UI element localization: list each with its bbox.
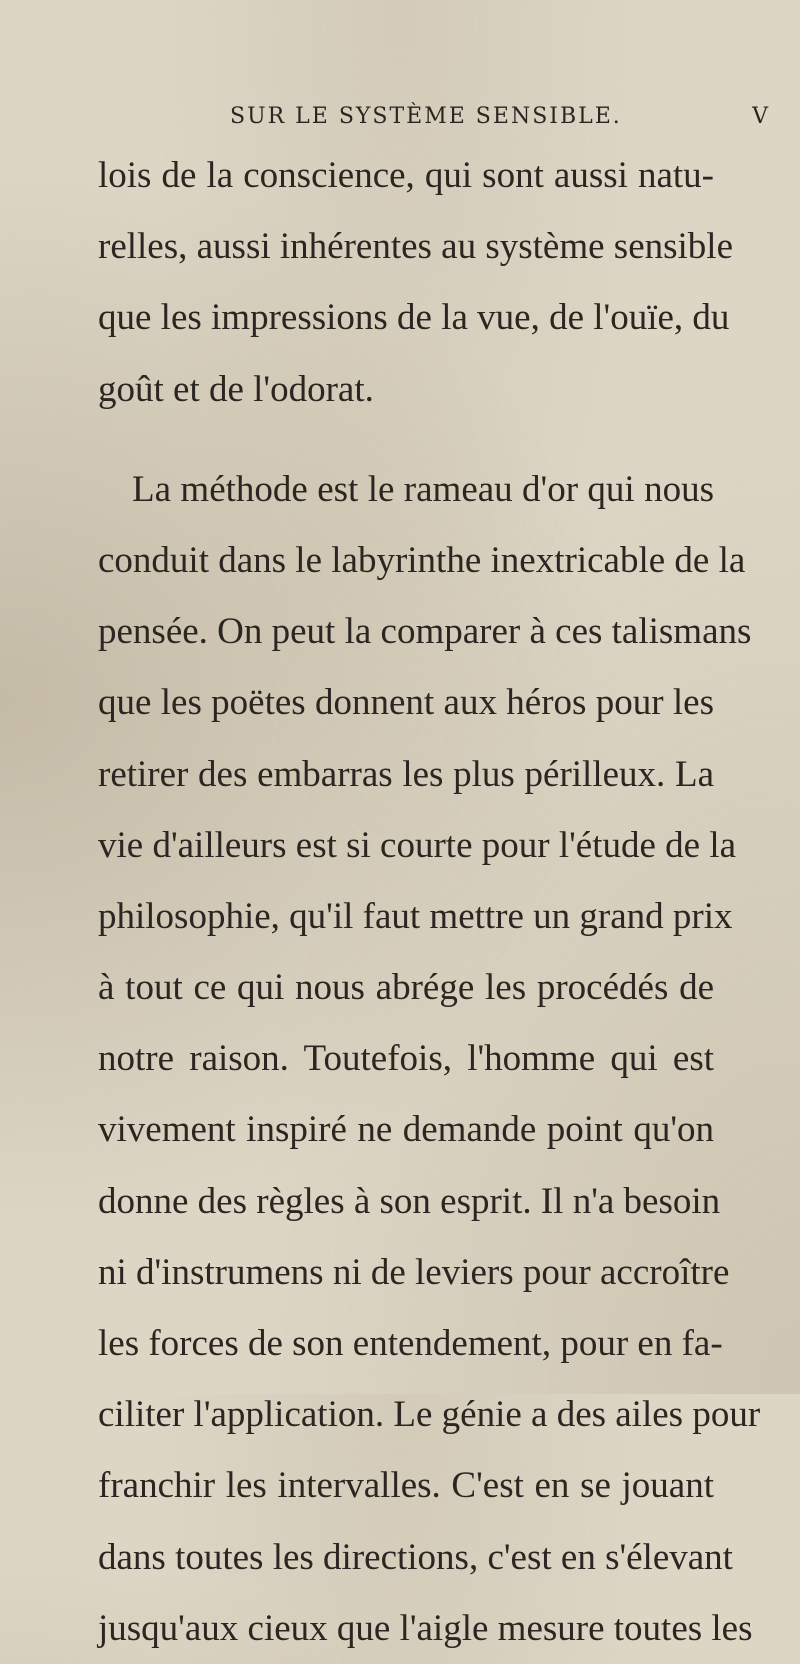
- text-line: vie d'ailleurs est si courte pour l'étude de la: [98, 824, 737, 866]
- text-line: goût et de l'odorat.: [98, 368, 374, 410]
- text-line: notre raison. Toutefois, l'homme qui est: [98, 1038, 714, 1080]
- paragraph: [98, 454, 761, 1664]
- text-line: vivement inspiré ne demande point qu'on: [98, 1109, 714, 1151]
- text-line: que les impressions de la vue, de l'ouïe, du: [98, 297, 730, 339]
- running-head: [230, 104, 770, 138]
- paragraph-gap: [98, 425, 714, 454]
- text-line: à tout ce qui nous abrége les procédés de: [98, 967, 714, 1009]
- text-line: lois de la conscience, qui sont aussi natu-: [98, 155, 714, 196]
- text-line: les forces de son entendement, pour en fa-: [98, 1323, 723, 1364]
- text-line: donne des règles à son esprit. Il n'a besoin: [98, 1180, 721, 1222]
- text-line: conduit dans le labyrinthe inextricable de la: [98, 539, 746, 581]
- text-line: pensée. On peut la comparer à ces talismans: [98, 611, 752, 653]
- text-line: ciliter l'application. Le génie a des ailes pour: [98, 1394, 761, 1436]
- text-line: franchir les intervalles. C'est en se jouant: [98, 1465, 714, 1507]
- text-line: que les poëtes donnent aux héros pour les: [98, 682, 714, 724]
- text-line: dans toutes les directions, c'est en s'élevant: [98, 1536, 733, 1578]
- text-line: ni d'instrumens ni de leviers pour accroître: [98, 1251, 730, 1293]
- text-line: La méthode est le rameau d'or qui nous: [132, 468, 714, 510]
- body-text: [98, 140, 761, 1664]
- text-line: relles, aussi inhérentes au système sensible: [98, 226, 733, 268]
- paragraph: [98, 140, 733, 425]
- text-line: jusqu'aux cieux que l'aigle mesure toutes les: [98, 1607, 753, 1649]
- running-title: SUR LE SYSTÈME SENSIBLE.: [230, 104, 622, 129]
- page-number: V: [752, 104, 770, 129]
- text-line: philosophie, qu'il faut mettre un grand prix: [98, 895, 733, 937]
- text-line: retirer des embarras les plus périlleux. La: [98, 753, 714, 795]
